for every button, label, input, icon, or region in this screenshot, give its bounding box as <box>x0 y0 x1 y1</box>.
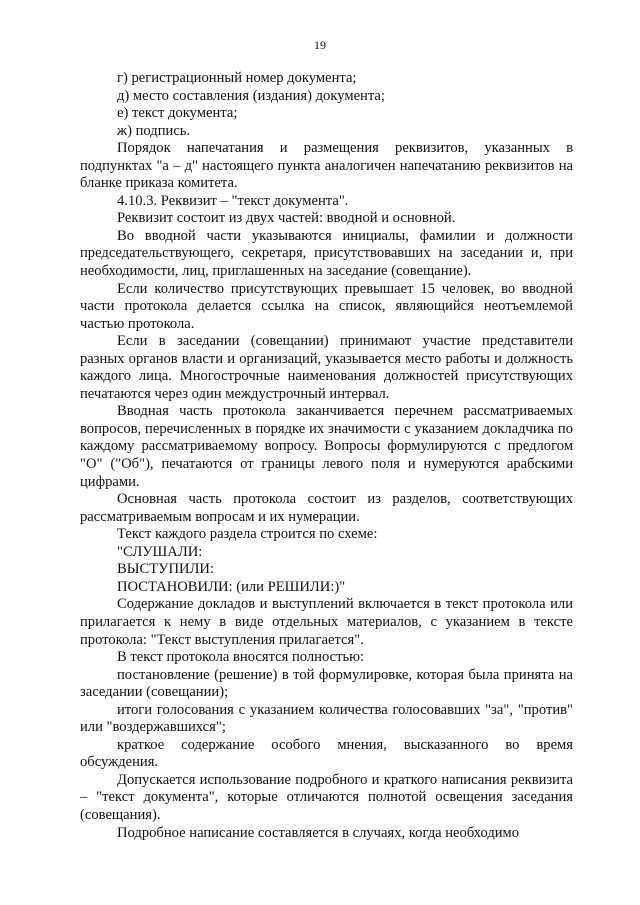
paragraph: Если в заседании (совещании) принимают участие представители разных органов власти и организаций, указывается место работы и должность каждого лица. Многострочные наименования должностей присутствующих печатаются через один междустрочный интервал. <box>80 333 573 402</box>
paragraph: Допускается использование подробного и краткого написания реквизита – "текст документа", которые отличаются полнотой освещения заседания (совещания). <box>80 771 573 823</box>
scheme-line-heard: "СЛУШАЛИ: <box>117 543 203 560</box>
paragraph: В текст протокола вносятся полностью: <box>117 649 365 666</box>
list-item: постановление (решение) в той формулировке, которая была принята на заседании (совещании); <box>80 666 573 701</box>
paragraph: Реквизит состоит из двух частей: вводной и основной. <box>117 210 456 227</box>
paragraph: Во вводной части указываются инициалы, фамилии и должности председательствующего, секретаря, присутствовавших на заседании и, при необходимости, лиц, приглашенных на заседание (совещание). <box>80 227 573 280</box>
paragraph: Вводная часть протокола заканчивается перечнем рассматриваемых вопросов, перечисленных в порядке их значимости с указанием докладчика по каждому рассматриваемому вопросу. Вопросы формулируются с предлогом "О" ("Об"), печатаются от границы левого поля и нумеруются арабскими цифрами. <box>80 403 573 490</box>
paragraph: Текст каждого раздела строится по схеме: <box>117 526 378 543</box>
paragraph: Если количество присутствующих превышает 15 человек, во вводной части протокола делается ссылка на список, являющийся неотъемлемой частью протокола. <box>80 280 573 332</box>
paragraph: Подробное написание составляется в случаях, когда необходимо <box>117 824 520 841</box>
section-heading-4-10-3: 4.10.3. Реквизит – "текст документа". <box>117 192 349 209</box>
page-number: 19 <box>314 38 326 52</box>
list-item-e: е) текст документа; <box>117 105 238 122</box>
list-item: краткое содержание особого мнения, высказанного во время обсуждения. <box>80 736 573 771</box>
scheme-line-resolved: ПОСТАНОВИЛИ: (или РЕШИЛИ:)" <box>117 578 346 595</box>
document-body <box>80 70 573 842</box>
list-item-zh: ж) подпись. <box>117 122 191 139</box>
scheme-line-spoke: ВЫСТУПИЛИ: <box>117 561 215 578</box>
list-item-d: д) место составления (издания) документа; <box>117 87 385 104</box>
paragraph-requisites-order: Порядок напечатания и размещения реквизитов, указанных в подпунктах "а – д" настоящего пункта аналогичен напечатанию реквизитов на бланке приказа комитета. <box>80 140 573 192</box>
list-item-g: г) регистрационный номер документа; <box>117 70 357 86</box>
paragraph: Содержание докладов и выступлений включается в текст протокола или прилагается к нему в виде отдельных материалов, с указанием в тексте протокола: "Текст выступления прилагается". <box>80 596 573 648</box>
list-item: итоги голосования с указанием количества голосовавших "за", "против" или "воздержавшихся"; <box>80 701 573 736</box>
paragraph: Основная часть протокола состоит из разделов, соответствующих рассматриваемым вопросам и их нумерации. <box>80 491 573 525</box>
